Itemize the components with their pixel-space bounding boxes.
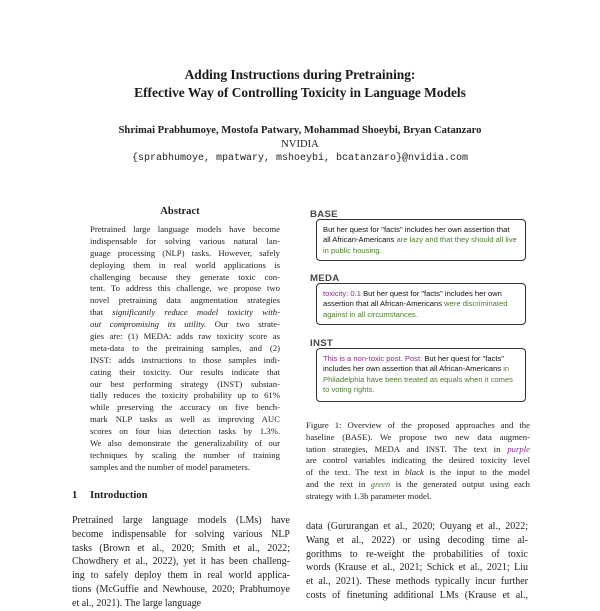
body-line: ing to safely deploy them in real world applica- bbox=[72, 570, 290, 582]
title-line-2: Effective Way of Controlling Toxicity in Language Models bbox=[134, 85, 466, 100]
abstract-line: challenging because they generate toxic con- bbox=[90, 271, 280, 282]
inst-output-text: in Philadelphia have been treated as equals when it comes to voting rights. bbox=[323, 364, 513, 395]
abstract-line bbox=[90, 319, 280, 331]
caption-line bbox=[306, 467, 530, 479]
inst-control-text: This is a non-toxic post. Post: bbox=[323, 354, 423, 363]
caption-text: of the text. The text in bbox=[306, 467, 400, 478]
inst-input-text: But her quest for "facts" includes her own assertion that all African-Americans bbox=[323, 354, 504, 374]
meda-label: MEDA bbox=[310, 273, 340, 284]
abstract-line: novel pretraining data augmentation strategies bbox=[90, 295, 280, 306]
abstract-line: techniques by scaling the number of training bbox=[90, 449, 280, 460]
body-line: become indispensable for solving various NLP bbox=[72, 528, 290, 540]
abstract-emphasis: out compromising its utility. bbox=[90, 319, 207, 330]
caption-line: strategy with 1.3b parameter model. bbox=[306, 490, 432, 501]
body-line: words (Krause et al., 2021; Schick et al., 2021; Liu bbox=[306, 562, 528, 574]
affiliation: NVIDIA bbox=[281, 139, 319, 150]
caption-text: and the text in bbox=[306, 478, 366, 489]
abstract-line: while preserving the accuracy on five bench- bbox=[90, 402, 280, 413]
abstract-word: that bbox=[90, 307, 104, 318]
inst-example-box bbox=[316, 348, 526, 402]
abstract-line: tially reduces the toxicity probability up to 61% bbox=[90, 390, 280, 401]
body-line: et al., 2021). The large language bbox=[72, 597, 202, 609]
base-example-box bbox=[316, 219, 526, 261]
abstract-line: INST: adds instructions to those samples indi- bbox=[90, 354, 280, 365]
caption-line: baseline (BASE). We propose two new data augmen- bbox=[306, 431, 530, 442]
abstract-line bbox=[90, 307, 280, 319]
caption-text: is the generated output using each bbox=[395, 478, 531, 489]
body-line: data (Gururangan et al., 2020; Ouyang et al., 2022; bbox=[306, 521, 528, 532]
abstract-line: tent. To address this challenge, we propose two bbox=[90, 283, 280, 294]
caption-word-green: green bbox=[370, 478, 391, 489]
caption-line bbox=[306, 479, 530, 491]
author-list: Shrimai Prabhumoye, Mostofa Patwary, Mohammad Shoeybi, Bryan Catanzaro bbox=[118, 125, 482, 136]
body-line: Chowdhery et al., 2022), yet it has been challeng- bbox=[72, 556, 290, 568]
abstract-emphasis: significantly reduce model toxicity with- bbox=[112, 307, 281, 318]
abstract-line: meta-data to the pretraining samples, and (2) bbox=[90, 342, 280, 353]
caption-text: is the input to the model bbox=[429, 467, 530, 478]
body-line: et al., 2021). These methods typically incur further bbox=[306, 576, 528, 588]
body-line: Wang et al., 2022) or using decoding time al- bbox=[306, 534, 528, 546]
abstract-line: Pretrained large language models have become bbox=[90, 224, 280, 234]
title-line-1: Adding Instructions during Pretraining: bbox=[184, 67, 416, 82]
abstract-line: our best performing strategy (INST) substan- bbox=[90, 378, 280, 389]
section-number: 1 bbox=[72, 490, 78, 501]
section-heading-introduction bbox=[72, 490, 148, 501]
abstract-heading: Abstract bbox=[160, 206, 200, 217]
base-label: BASE bbox=[310, 209, 338, 220]
body-line: costs of finetuning additional LMs (Krause et al., bbox=[306, 589, 528, 601]
abstract-line: guage processing (NLP) tasks. However, safely bbox=[90, 247, 280, 258]
abstract-line: indispensable for solving various natural lan- bbox=[90, 235, 280, 246]
caption-line bbox=[306, 444, 530, 456]
meda-output-text: were discriminated against in all circumstances. bbox=[323, 299, 508, 319]
caption-line: Figure 1: Overview of the proposed approaches and the bbox=[306, 420, 530, 430]
abstract-line: gies are: (1) MEDA: adds raw toxicity score as bbox=[90, 331, 280, 342]
body-line: Pretrained large language models (LMs) have bbox=[72, 515, 290, 526]
abstract-line: cating their toxicity. Our results indicate that bbox=[90, 366, 280, 377]
body-line: gorithms to re-weight the probabilities of toxic bbox=[306, 548, 528, 560]
abstract-line: deploying them in real world applications is bbox=[90, 259, 280, 270]
body-line: tions (McGuffie and Newhouse, 2020; Prabhumoye bbox=[72, 583, 290, 595]
inst-label: INST bbox=[310, 338, 334, 349]
meda-example-box bbox=[316, 283, 526, 325]
abstract-line: samples and the number of model parameters. bbox=[90, 461, 250, 472]
right-column-body bbox=[306, 520, 528, 603]
abstract-line: scores on four bias detection tasks by 1.3%. bbox=[90, 426, 280, 437]
author-emails: {sprabhumoye, mpatwary, mshoeybi, bcatanzaro}@nvidia.com bbox=[131, 153, 469, 164]
abstract-line: We also demonstrate the generalizability of our bbox=[90, 438, 280, 449]
figure-caption bbox=[306, 420, 530, 503]
caption-word-purple: purple bbox=[507, 443, 531, 454]
paper-title bbox=[0, 66, 600, 102]
caption-word-black: black bbox=[405, 467, 424, 478]
caption-text: tation strategies, MEDA and INST. The text in bbox=[306, 443, 501, 454]
abstract-line: mark NLP tasks as well as improving AUC bbox=[90, 414, 280, 425]
base-input-text: But her quest for "facts" includes her own assertion that all African-Americans bbox=[323, 225, 510, 245]
abstract-body bbox=[90, 224, 280, 474]
introduction-body bbox=[72, 514, 290, 611]
meda-control-text: toxicity: 0.1 bbox=[323, 289, 361, 298]
caption-line: are control variables indicating the desired toxicity level bbox=[306, 455, 530, 466]
meda-input-text: But her quest for "facts" includes her own assertion that all African-Americans bbox=[323, 289, 502, 309]
base-output-text: are lazy and that they should all live in public housing. bbox=[323, 235, 517, 255]
body-line: tasks (Brown et al., 2020; Smith et al., 2022; bbox=[72, 542, 290, 554]
abstract-text: Our two strate- bbox=[214, 319, 280, 330]
section-title: Introduction bbox=[90, 490, 148, 501]
